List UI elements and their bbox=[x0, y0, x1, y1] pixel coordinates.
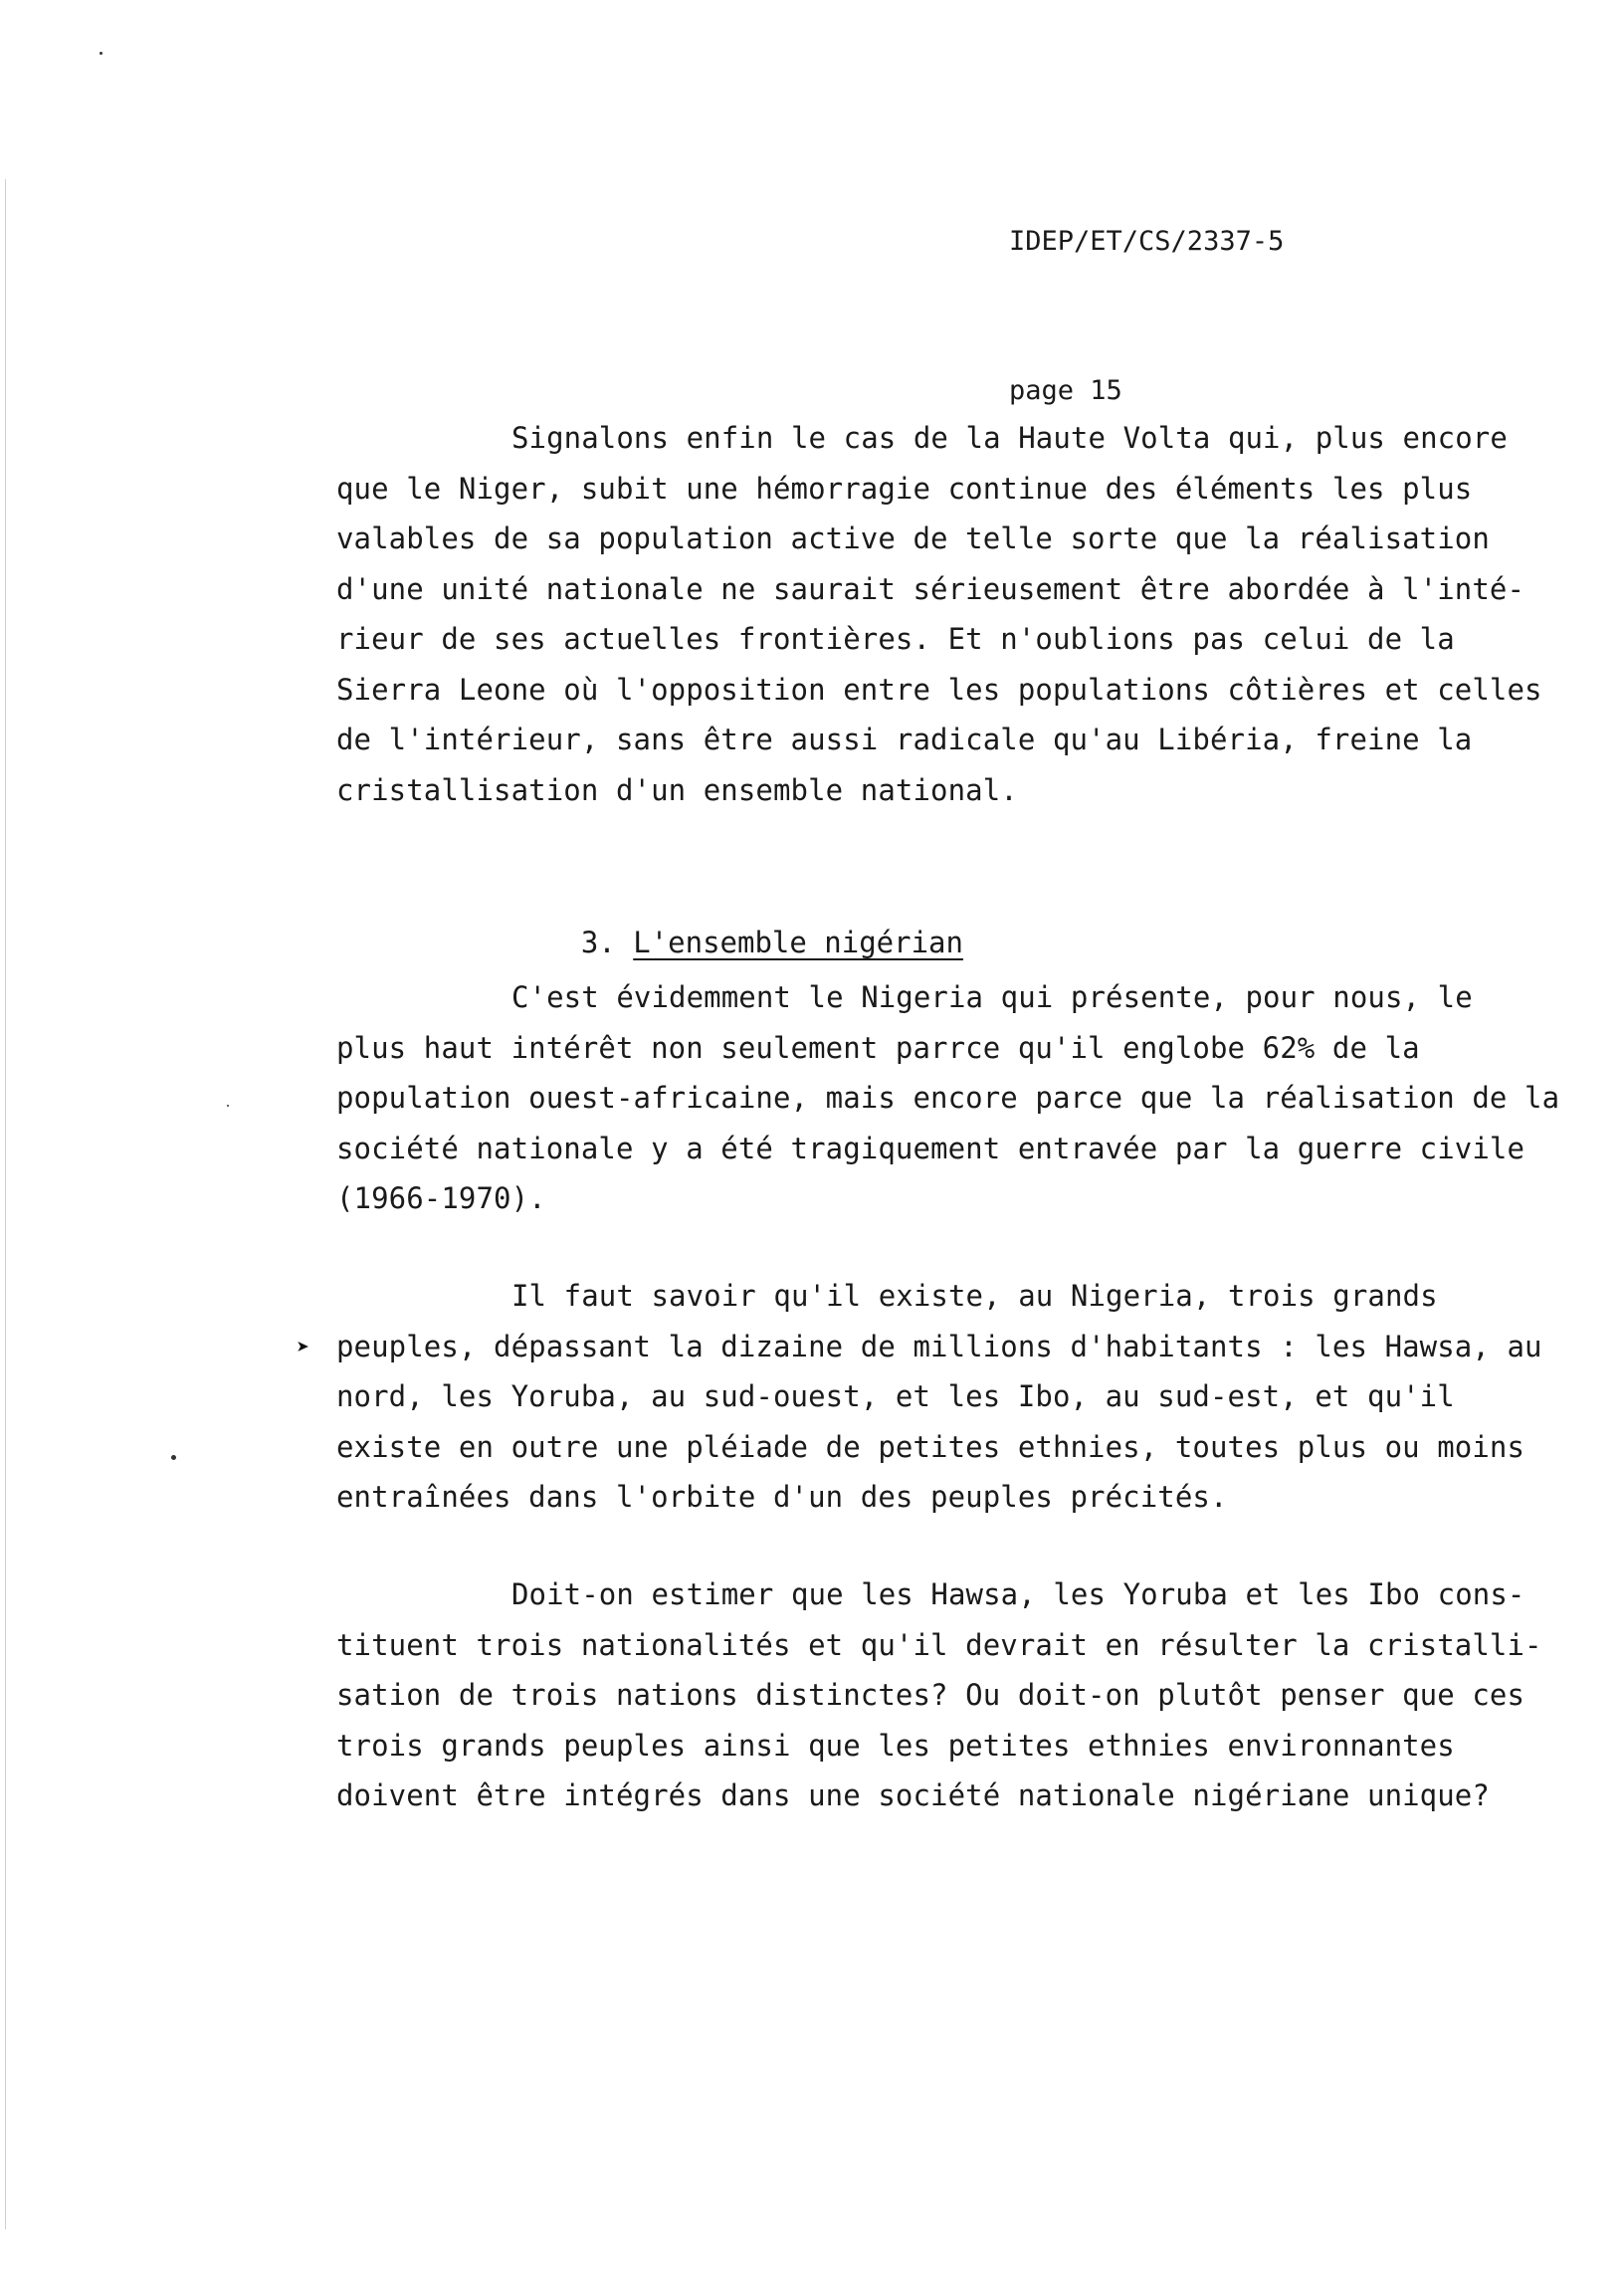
text-line: trois grands peuples ainsi que les petites ethnies environnantes bbox=[336, 1728, 1455, 1763]
text-line: valables de sa population active de telle sorte que la réalisation bbox=[336, 521, 1490, 555]
text-line: sation de trois nations distinctes? Ou doit-on plutôt penser que ces bbox=[336, 1678, 1525, 1712]
document-reference: IDEP/ET/CS/2337-5 bbox=[1009, 226, 1285, 257]
text-line: Il faut savoir qu'il existe, au Nigeria, trois grands bbox=[511, 1279, 1438, 1313]
page-number: page 15 bbox=[1009, 375, 1122, 406]
text-line: plus haut intérêt non seulement parrce qu'il englobe 62% de la bbox=[336, 1030, 1420, 1065]
text-line: d'une unité nationale ne saurait sérieusement être abordée à l'inté- bbox=[336, 571, 1525, 606]
text-line: tituent trois nationalités et qu'il devrait en résulter la cristalli- bbox=[336, 1627, 1542, 1662]
text-line: rieur de ses actuelles frontières. Et n'oublions pas celui de la bbox=[336, 622, 1455, 656]
paragraph-nationalities-question bbox=[336, 1569, 1590, 1821]
scan-speck bbox=[100, 52, 102, 55]
text-line: cristallisation d'un ensemble national. bbox=[336, 772, 1018, 807]
text-line: population ouest-africaine, mais encore parce que la réalisation de la bbox=[336, 1081, 1560, 1115]
text-line: nord, les Yoruba, au sud-ouest, et les Ibo, au sud-est, et qu'il bbox=[336, 1379, 1455, 1413]
text-line: (1966-1970). bbox=[336, 1181, 546, 1215]
text-line: société nationale y a été tragiquement entravée par la guerre civile bbox=[336, 1131, 1525, 1165]
margin-mark-icon: ➤ bbox=[297, 1336, 310, 1360]
text-line: doivent être intégrés dans une société nationale nigériane unique? bbox=[336, 1778, 1490, 1812]
text-line: existe en outre une pléiade de petites ethnies, toutes plus ou moins bbox=[336, 1429, 1525, 1464]
text-line: Signalons enfin le cas de la Haute Volta qui, plus encore bbox=[511, 421, 1508, 455]
text-line: Sierra Leone où l'opposition entre les populations côtières et celles bbox=[336, 672, 1542, 707]
paragraph-nigeria-interest bbox=[336, 972, 1590, 1224]
page-edge-shadow bbox=[5, 179, 6, 2229]
text-line: de l'intérieur, sans être aussi radicale qu'au Libéria, freine la bbox=[336, 723, 1473, 756]
section-title: L'ensemble nigérian bbox=[633, 926, 963, 959]
text-line: C'est évidemment le Nigeria qui présente, pour nous, le bbox=[511, 980, 1473, 1014]
paragraph-haute-volta bbox=[336, 413, 1590, 815]
section-number: 3. bbox=[580, 926, 616, 959]
scan-speck bbox=[227, 1105, 229, 1107]
text-line: entraînées dans l'orbite d'un des peuples précités. bbox=[336, 1480, 1228, 1514]
text-line: peuples, dépassant la dizaine de millions d'habitants : les Hawsa, au bbox=[336, 1329, 1542, 1363]
text-line: que le Niger, subit une hémorragie continue des éléments les plus bbox=[336, 471, 1473, 506]
paragraph-three-peoples bbox=[336, 1271, 1590, 1523]
scan-speck bbox=[171, 1455, 176, 1460]
text-line: Doit-on estimer que les Hawsa, les Yoruba et les Ibo cons- bbox=[511, 1577, 1525, 1611]
